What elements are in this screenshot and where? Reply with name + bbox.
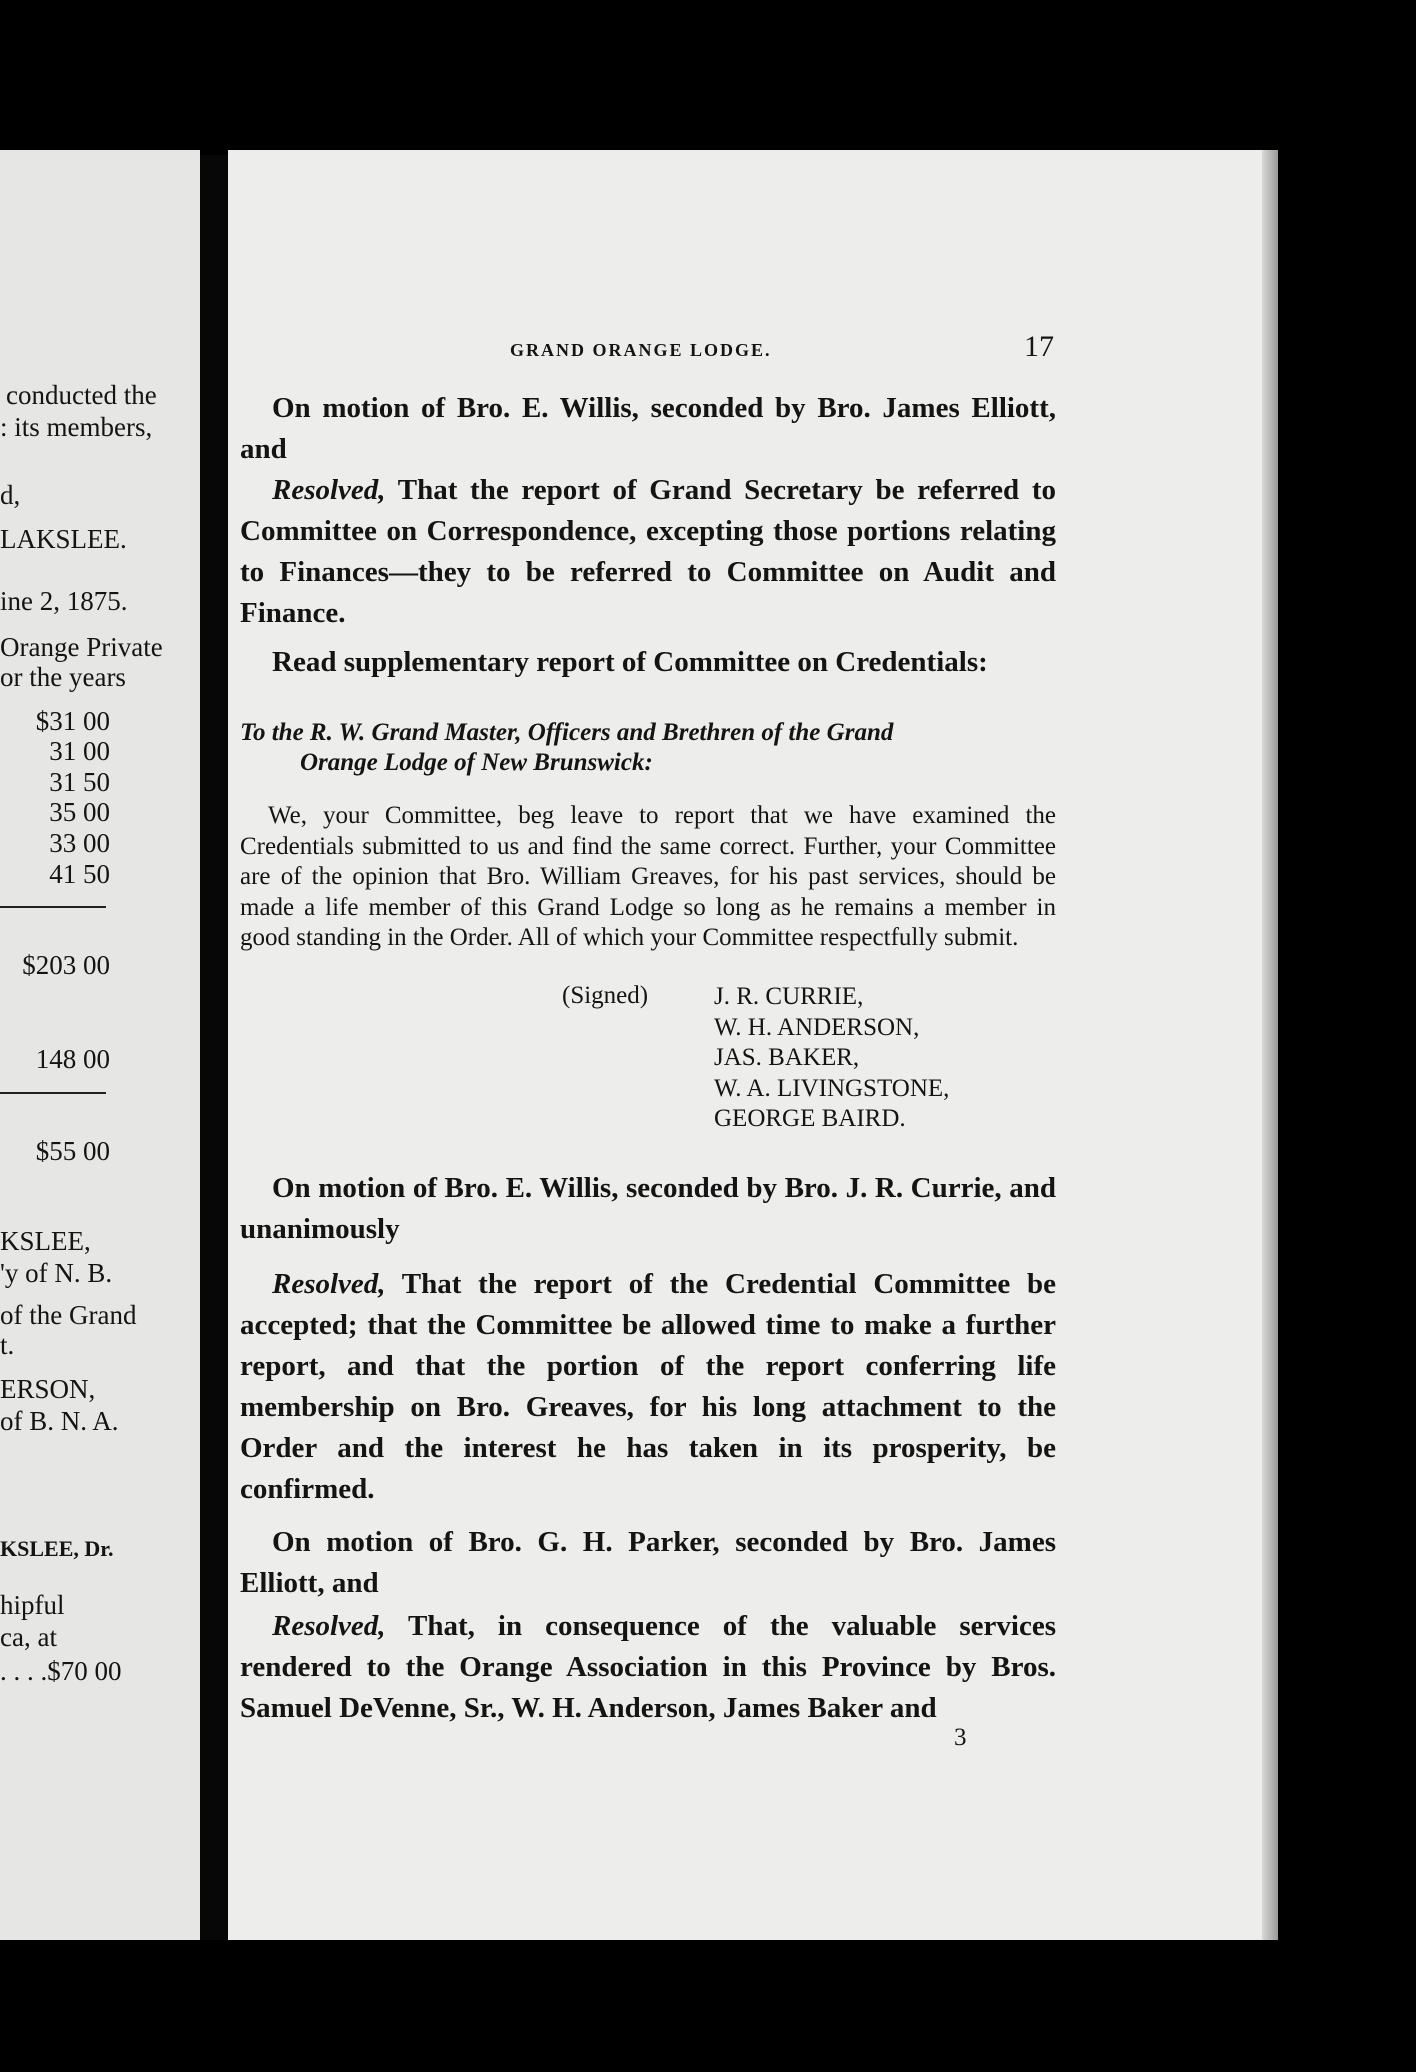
paragraph: On motion of Bro. E. Willis, seconded by Bro. J. R. Currie, and unanimously — [240, 1172, 1056, 1245]
resolved-label: Resolved, — [272, 1268, 386, 1300]
resolution-text: That, in consequence of the valuable services rendered to the Orange Association in this Province by Bros. Samuel DeVenne, Sr., W. H. Anderson, James Baker and — [240, 1610, 1056, 1724]
left-amount: 31 50 — [49, 767, 110, 797]
signed-label: (Signed) — [562, 982, 649, 1009]
page-edge — [1262, 150, 1278, 1940]
running-head: GRAND ORANGE LODGE. — [510, 340, 772, 360]
binding-gutter — [200, 155, 228, 1940]
sum-rule — [0, 906, 106, 908]
left-line: of the Grand — [0, 1300, 137, 1330]
left-amount: 148 00 — [35, 1044, 110, 1074]
signer: JAS. BAKER, — [714, 1044, 860, 1071]
signers-list — [714, 982, 949, 1135]
left-amount: 41 50 — [49, 859, 110, 889]
left-line: . . . .$70 00 — [0, 1656, 122, 1686]
left-amount: $31 00 — [35, 706, 110, 736]
paragraph: On motion of Bro. E. Willis, seconded by Bro. James Elliott, and — [240, 392, 1056, 465]
signer: W. H. ANDERSON, — [714, 1013, 920, 1041]
left-line: ca, at — [0, 1622, 57, 1652]
signer: J. R. CURRIE, — [714, 983, 864, 1010]
left-line: Orange Private — [0, 632, 163, 662]
left-amount: 35 00 — [49, 797, 110, 827]
left-line: or the years — [0, 662, 126, 692]
page-number: 17 — [1024, 330, 1054, 363]
sheet-signature-mark: 3 — [954, 1724, 967, 1751]
address-line: Orange Lodge of New Brunswick: — [300, 749, 653, 776]
left-amount: 31 00 — [49, 736, 110, 766]
sum-rule — [0, 1092, 106, 1094]
signer: W. A. LIVINGSTONE, — [714, 1074, 950, 1102]
address-line: To the R. W. Grand Master, Officers and Brethren of the Grand — [240, 719, 894, 746]
paragraph: On motion of Bro. G. H. Parker, seconded by Bro. James Elliott, and — [240, 1526, 1056, 1599]
left-line: ine 2, 1875. — [0, 586, 128, 616]
resolution-text: That the report of Grand Secretary be referred to Committee on Correspondence, excepting those portions relating to Finances—they to be referred to Committee on Audit and Finance. — [240, 474, 1056, 629]
left-line: KSLEE, — [0, 1226, 91, 1256]
left-line: LAKSLEE. — [0, 524, 127, 554]
left-line: KSLEE, Dr. — [0, 1536, 114, 1561]
left-line: t. — [0, 1330, 15, 1360]
left-line: ERSON, — [0, 1374, 96, 1404]
resolved-label: Resolved, — [272, 474, 386, 506]
resolved-label: Resolved, — [272, 1610, 386, 1642]
signer: GEORGE BAIRD. — [714, 1105, 906, 1132]
left-line: : its members, — [0, 412, 153, 442]
paragraph — [240, 1606, 1056, 1729]
resolution-text: That the report of the Credential Committee be accepted; that the Committee be allowed time to make a further report, and that the portion of the report conferring life membership on Bro. Greaves, for his long attachment to the Order and the interest he has taken in its prosperity, be confirmed. — [240, 1268, 1056, 1505]
committee-report: We, your Committee, beg leave to report that we have examined the Credentials submitted to us and find the same correct. Further, your Committee are of the opinion that Bro. William Greaves, for his past services, should be made a life member of this Grand Lodge so long as he remains a member in good standing in the Order. All of which your Committee respectfully submit. — [240, 802, 1056, 951]
left-amount: $203 00 — [22, 950, 110, 980]
left-line: 'y of N. B. — [0, 1258, 113, 1288]
paragraph — [240, 470, 1056, 634]
left-line: hipful — [0, 1590, 65, 1620]
left-line: d, — [0, 480, 21, 510]
left-amount: 33 00 — [49, 828, 110, 858]
left-line: of B. N. A. — [0, 1406, 119, 1436]
left-line: conducted the — [6, 380, 157, 410]
paragraph: Read supplementary report of Committee on Credentials: — [272, 646, 988, 678]
left-amount: $55 00 — [35, 1136, 110, 1166]
paragraph — [240, 1264, 1056, 1510]
